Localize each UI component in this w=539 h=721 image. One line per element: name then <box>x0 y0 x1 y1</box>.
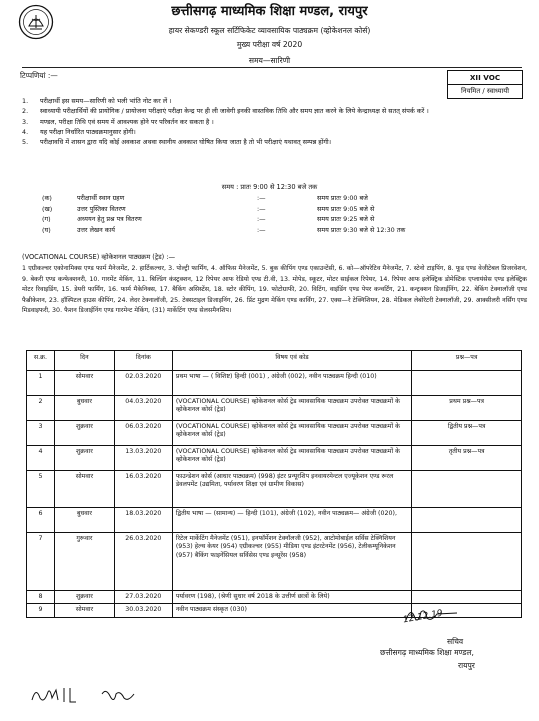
schedule-time: समय प्रातः 9:00 बजे <box>317 194 368 202</box>
header-divider <box>22 67 522 68</box>
course-subtitle: हायर सेकण्डरी स्कूल सर्टिफिकेट व्यावसायिक पाठ्यक्रम (व्होकेशनल कोर्स) <box>168 26 371 35</box>
schedule-row <box>42 205 405 216</box>
signatory-board: छत्तीसगढ़ माध्यमिक शिक्षा मण्डल, <box>380 648 474 657</box>
note-number: 3. <box>22 117 29 126</box>
timetable-heading: समय—सारिणी <box>248 56 291 65</box>
schedule-key: (क) <box>42 194 52 202</box>
secretary-designation: सचिव <box>447 637 464 646</box>
signatory-place: रायपुर <box>458 661 475 670</box>
col-header-paper: प्रश्न—पत्र <box>412 351 522 371</box>
schedule-row <box>42 194 405 205</box>
note-number: 4. <box>22 127 29 136</box>
table-row <box>27 371 522 396</box>
schedule-dash: :— <box>257 225 266 234</box>
note-item <box>22 97 522 105</box>
time-schedule <box>42 194 405 236</box>
cell-day: सोमवार <box>54 604 114 617</box>
note-item <box>22 107 522 115</box>
cell-paper <box>412 533 522 591</box>
table-row <box>27 471 522 508</box>
signature-date: 12.12.19 <box>402 608 444 626</box>
schedule-activity: उत्तर लेखन कार्य <box>77 225 115 234</box>
col-header-day: दिन <box>54 351 114 371</box>
cell-sno: 6 <box>27 508 55 533</box>
cell-sno: 4 <box>27 446 55 471</box>
vocational-trade-list: 1 एग्रीकल्चर एकोनामिक्स एण्ड फार्म मैनेजमेंट, 2. हार्टिकल्चर, 3. पोल्ट्री फार्मिंग, 4. ऑफिस मैनेजमेंट, 5. बुक कीपिंग एण्ड एकाउन्टेंसी, 6. को—ऑपरेटिव मैनेजमेंट, 7. स्टेनो टाइपिंग, 8. फूड एण्ड वेजीटेबल प्रिजरवेशन, 9. बेकरी एण्ड कन्फेक्शनरी, 10. गारमेंट मेकिंग, 11. बिल्डिंग कंस्ट्रक्शन, 12 रिपेयर आफ रेडियो एण्ड टी.वी, 13. मोपेड, स्कूटर, मोटर साईकल रिपेयर, 14. रिपेयर आफ इलेक्ट्रिक डोमेस्टिक एप्लायंसेस एण्ड इलेक्ट्रिक मोटर रिवाइडिंग, 15. डेयरी फार्मिंग, 16. फार्म मैकेनिक्स, 17. बैकिंग असिस्टेंस, 18. स्टोर कीपिंग, 19. फोटोग्राफी, 20. विटिंग, वाइंडिंग एण्ड पेपर कन्वर्टिंग, 21. कन्ट्रक्शन डिजाईनिंग, 22. बेकिंग टेक्नालॉजी एण्ड फैब्रीकेशन, 23. हॉस्पिटल हाउस कीपिंग, 24. लेदर टेक्नालॉजी, 25. टेक्सटाइल डिजाइनिंग, 26. प्रिंट मुद्रण मेकिंग एण्ड कार्विंग, 27. एक्स—रे टेक्निशियन, 28. मेडिकल लेबोरेटरी टेक्नालॉजी, 29. आक्सीलरी नर्सिंग एण्ड मिडवाइफरी, 30. फैशन डिजाईनिंग एण्ड गारमेन्ट मेकिंग, (31) मार्केटिंग एण्ड सेलसमैनशिप। <box>22 265 527 315</box>
table-header-row <box>27 351 522 371</box>
cell-sno: 2 <box>27 396 55 421</box>
schedule-activity: परीक्षार्थी स्थान ग्रहण <box>77 194 125 202</box>
cell-date: 30.03.2020 <box>114 604 172 617</box>
exam-timetable <box>26 350 522 618</box>
cell-date: 27.03.2020 <box>114 591 172 604</box>
cell-day: गुरूवार <box>54 533 114 591</box>
cell-day: शुक्रवार <box>54 446 114 471</box>
note-number: 2. <box>22 107 29 116</box>
board-title: छत्तीसगढ़ माध्यमिक शिक्षा मण्डल, रायपुर <box>171 4 368 19</box>
cell-subject: रिटेल मार्केटिंग मैनेजमेंट (951), इनफॉर्मेशन टेक्नॉलजी (952), आटोमोबाईल सर्विस टेक्निशियन (953) हेल्थ केयर (954) एग्रीकल्चर (955) मीडिया एण्ड इंटरटेनमेंट (956), टेलीकम्यूनिकेशन (957) बैकिंग फाइनेंसियल सर्विसेस एण्ड इन्सूरेंस (958) <box>172 533 411 591</box>
cell-subject: (VOCATIONAL COURSE) व्होकेशनल कोर्स ट्रेड व्यावसायिक पाठ्यक्रम उपरोक्त पाठ्यक्रमों के व्होकेशनल कोर्स (ट्रेड) <box>172 446 411 471</box>
cell-sno: 9 <box>27 604 55 617</box>
schedule-time: समय प्रातः 9:25 बजे से <box>317 215 375 223</box>
schedule-time: समय प्रातः 9:30 बजे से 12:30 तक <box>317 225 406 234</box>
note-number: 1. <box>22 97 29 105</box>
cell-date: 06.03.2020 <box>114 421 172 446</box>
cell-paper: प्रथम प्रश्न—पत्र <box>412 396 522 421</box>
cell-paper: तृतीय प्रश्न—पत्र <box>412 446 522 471</box>
note-number: 5. <box>22 138 29 147</box>
table-row <box>27 446 522 471</box>
cell-sno: 5 <box>27 471 55 508</box>
schedule-dash: :— <box>257 215 266 223</box>
schedule-row <box>42 226 405 237</box>
col-header-date: दिनांक <box>114 351 172 371</box>
schedule-dash: :— <box>257 194 266 202</box>
table-row <box>27 508 522 533</box>
exam-time-heading: समय : प्रातः 9:00 से 12:30 बजे तक <box>221 183 318 191</box>
cell-day: शुक्रवार <box>54 421 114 446</box>
cell-sno: 1 <box>27 371 55 396</box>
cell-day: बुधवार <box>54 396 114 421</box>
cell-date: 18.03.2020 <box>114 508 172 533</box>
category-type: नियमित / स्वाध्यायी <box>461 87 509 96</box>
schedule-key: (ग) <box>42 215 51 223</box>
schedule-activity: उत्तर पुस्तिका वितरण <box>77 204 126 213</box>
note-item <box>22 118 522 126</box>
schedule-key: (घ) <box>42 225 51 234</box>
cell-subject: नवीन पाठ्यक्रम संस्कृत (030) <box>172 604 411 617</box>
table-row <box>27 396 522 421</box>
exam-year: मुख्य परीक्षा वर्ष 2020 <box>236 40 303 49</box>
cell-date: 02.03.2020 <box>114 371 172 396</box>
note-item <box>22 128 522 136</box>
cell-date: 16.03.2020 <box>114 471 172 508</box>
cell-subject: (VOCATIONAL COURSE) व्होकेशनल कोर्स ट्रेड व्यावसायिक पाठ्यक्रम उपरोक्त पाठ्यक्रमों के व्होकेशनल कोर्स (ट्रेड) <box>172 396 411 421</box>
cell-paper: द्वितीय प्रश्न—पत्र <box>412 421 522 446</box>
note-text: परीक्षावधि में शासन द्वारा यदि कोई अवकाश अथवा स्थानीय अवकाश घोषित किया जाता है तो भी परीक्षाएं यथावत् सम्पन्न होंगी। <box>40 138 332 147</box>
schedule-activity: अध्ययन हेतु प्रश्न पत्र वितरण <box>77 215 142 223</box>
cell-date: 26.03.2020 <box>114 533 172 591</box>
cell-sno: 7 <box>27 533 55 591</box>
cell-sno: 3 <box>27 421 55 446</box>
vocational-heading: (VOCATIONAL COURSE) व्होकेशनल पाठ्यक्रम (ट्रेड) :— <box>22 253 176 261</box>
table-row <box>27 591 522 604</box>
cell-paper <box>412 371 522 396</box>
cell-paper <box>412 591 522 604</box>
remarks-label: टिप्पणियां :— <box>20 71 58 80</box>
cell-date: 13.03.2020 <box>114 446 172 471</box>
table-row <box>27 421 522 446</box>
table-row <box>27 533 522 591</box>
note-text: परीक्षार्थी इस समय—सारिणी को भली भांति नोट कर लें । <box>40 97 172 105</box>
cell-subject: प्रथम भाषा — ( विशिष्ट) हिन्दी (001) , अंग्रेजी (002), नवीन पाठ्यक्रम हिन्दी (010) <box>172 371 411 396</box>
cell-subject: फाउन्डेशन कोर्स (आधार पाठ्यक्रम) (998) इंटर प्रन्यूरशिप इनवायरमेन्टल एज्यूकेशन एण्ड रूरल डेवलपमेंट (उद्यमिता, पर्यावरण शिक्षा एवं ग्रामीण विकास) <box>172 471 411 508</box>
cell-subject: द्वितीय भाषा — (सामान्य) — हिन्दी (101), अंग्रेजी (102), नवीन पाठ्यक्रम— अंग्रेजी (020), <box>172 508 411 533</box>
cell-paper <box>412 508 522 533</box>
cell-date: 04.03.2020 <box>114 396 172 421</box>
cell-subject: पर्यावरण (198), (श्रेणी सुधार वर्ष 2018 के उत्तीर्ण छात्रों के लिये) <box>172 591 411 604</box>
note-text: यह परीक्षा निर्धारित पाठ्यक्रमानुसार होगी। <box>40 127 136 136</box>
category-box <box>447 70 523 99</box>
category-code: XII VOC <box>448 71 522 85</box>
col-header-subject: विषय एवं कोड <box>172 351 411 371</box>
cell-sno: 8 <box>27 591 55 604</box>
schedule-dash: :— <box>257 204 266 213</box>
handwritten-initials <box>30 682 140 708</box>
cell-paper <box>412 471 522 508</box>
notes-list <box>22 97 522 149</box>
schedule-time: समय प्रातः 9:05 बजे से <box>317 204 375 213</box>
cell-day: सोमवार <box>54 371 114 396</box>
cell-day: शुक्रवार <box>54 591 114 604</box>
schedule-row <box>42 215 405 226</box>
col-header-sno: स.क्र. <box>27 351 55 371</box>
cell-day: बुधवार <box>54 508 114 533</box>
note-text: मण्डल, परीक्षा तिथि एवं समय में आवश्यक होने पर परिवर्तन कर सकता है । <box>40 117 214 126</box>
note-item <box>22 138 522 146</box>
schedule-key: (ख) <box>42 204 53 213</box>
cell-day: सोमवार <box>54 471 114 508</box>
cell-subject: (VOCATIONAL COURSE) व्होकेशनल कोर्स ट्रेड व्यावसायिक पाठ्यक्रम उपरोक्त पाठ्यक्रमों के व्होकेशनल कोर्स (ट्रेड) <box>172 421 411 446</box>
note-text: स्वाध्यायी परीक्षार्थियों की प्रायोगिक / प्रायोजना परीक्षाएं परीक्षा केन्द्र पर ही ली जावेगी इनकी वास्तविक तिथि और समय ज्ञात करने के लिये केन्द्राध्यक्ष से सतत् संपर्क करें । <box>40 107 429 116</box>
